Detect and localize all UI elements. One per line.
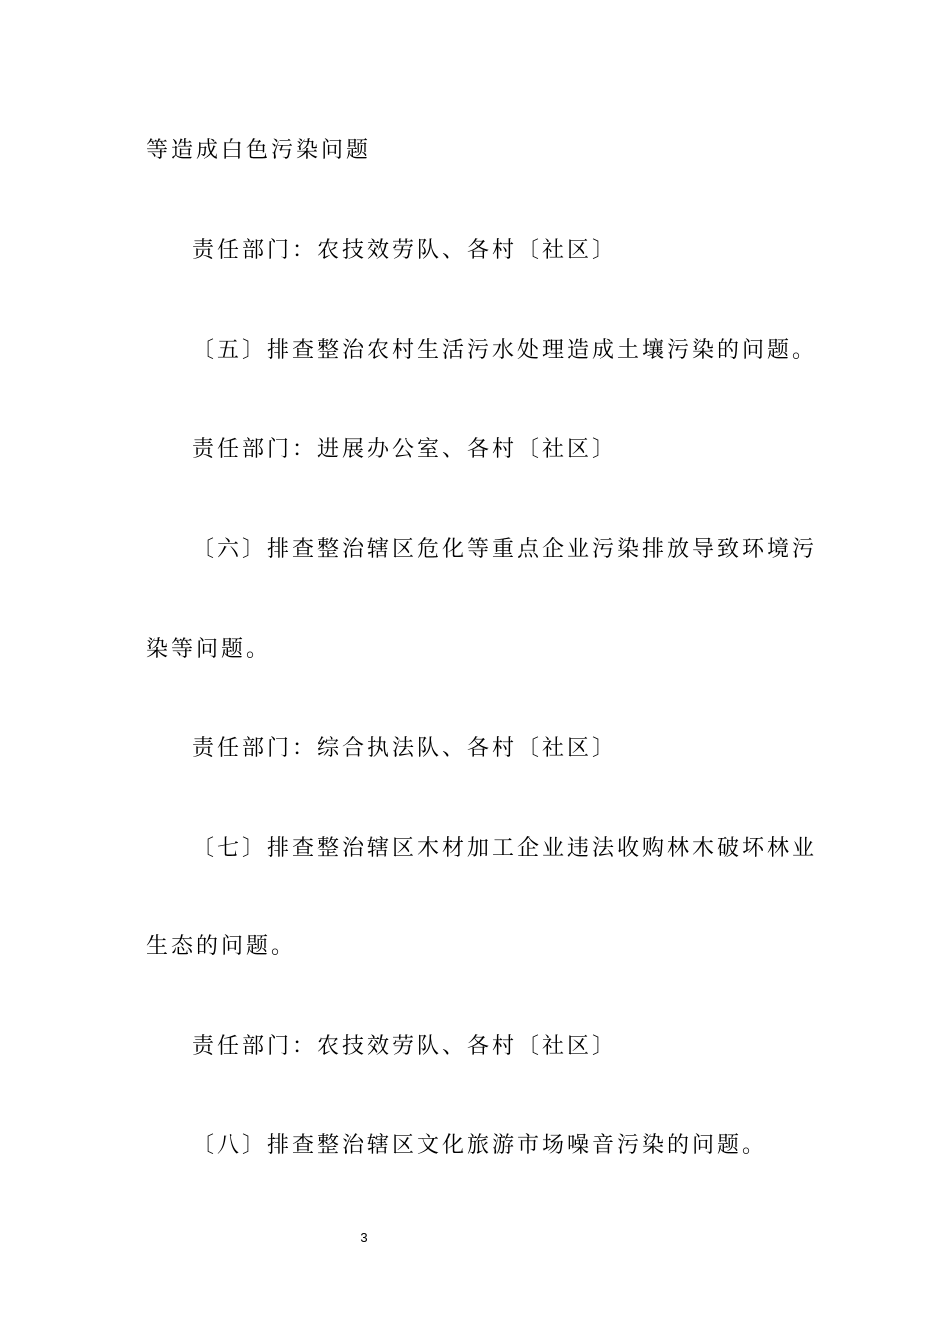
paragraph-line-item-6: 〔六〕排查整治辖区危化等重点企业污染排放导致环境污 [192,537,818,562]
paragraph-line-item-8: 〔八〕排查整治辖区文化旅游市场噪音污染的问题。 [192,1133,768,1158]
paragraph-line-responsibility: 责任部门：进展办公室、各村〔社区〕 [192,437,618,462]
paragraph-line-continuation: 等造成白色污染问题 [146,138,372,163]
paragraph-line-responsibility: 责任部门：农技效劳队、各村〔社区〕 [192,238,618,263]
paragraph-line-item-7: 〔七〕排查整治辖区木材加工企业违法收购林木破坏林业 [192,836,818,861]
paragraph-line-responsibility: 责任部门：综合执法队、各村〔社区〕 [192,736,618,761]
paragraph-line-responsibility: 责任部门：农技效劳队、各村〔社区〕 [192,1034,618,1059]
paragraph-line-continuation: 染等问题。 [146,637,272,662]
paragraph-line-continuation: 生态的问题。 [146,934,297,959]
page-number: 3 [360,1230,368,1245]
paragraph-line-item-5: 〔五〕排查整治农村生活污水处理造成土壤污染的问题。 [192,338,818,363]
